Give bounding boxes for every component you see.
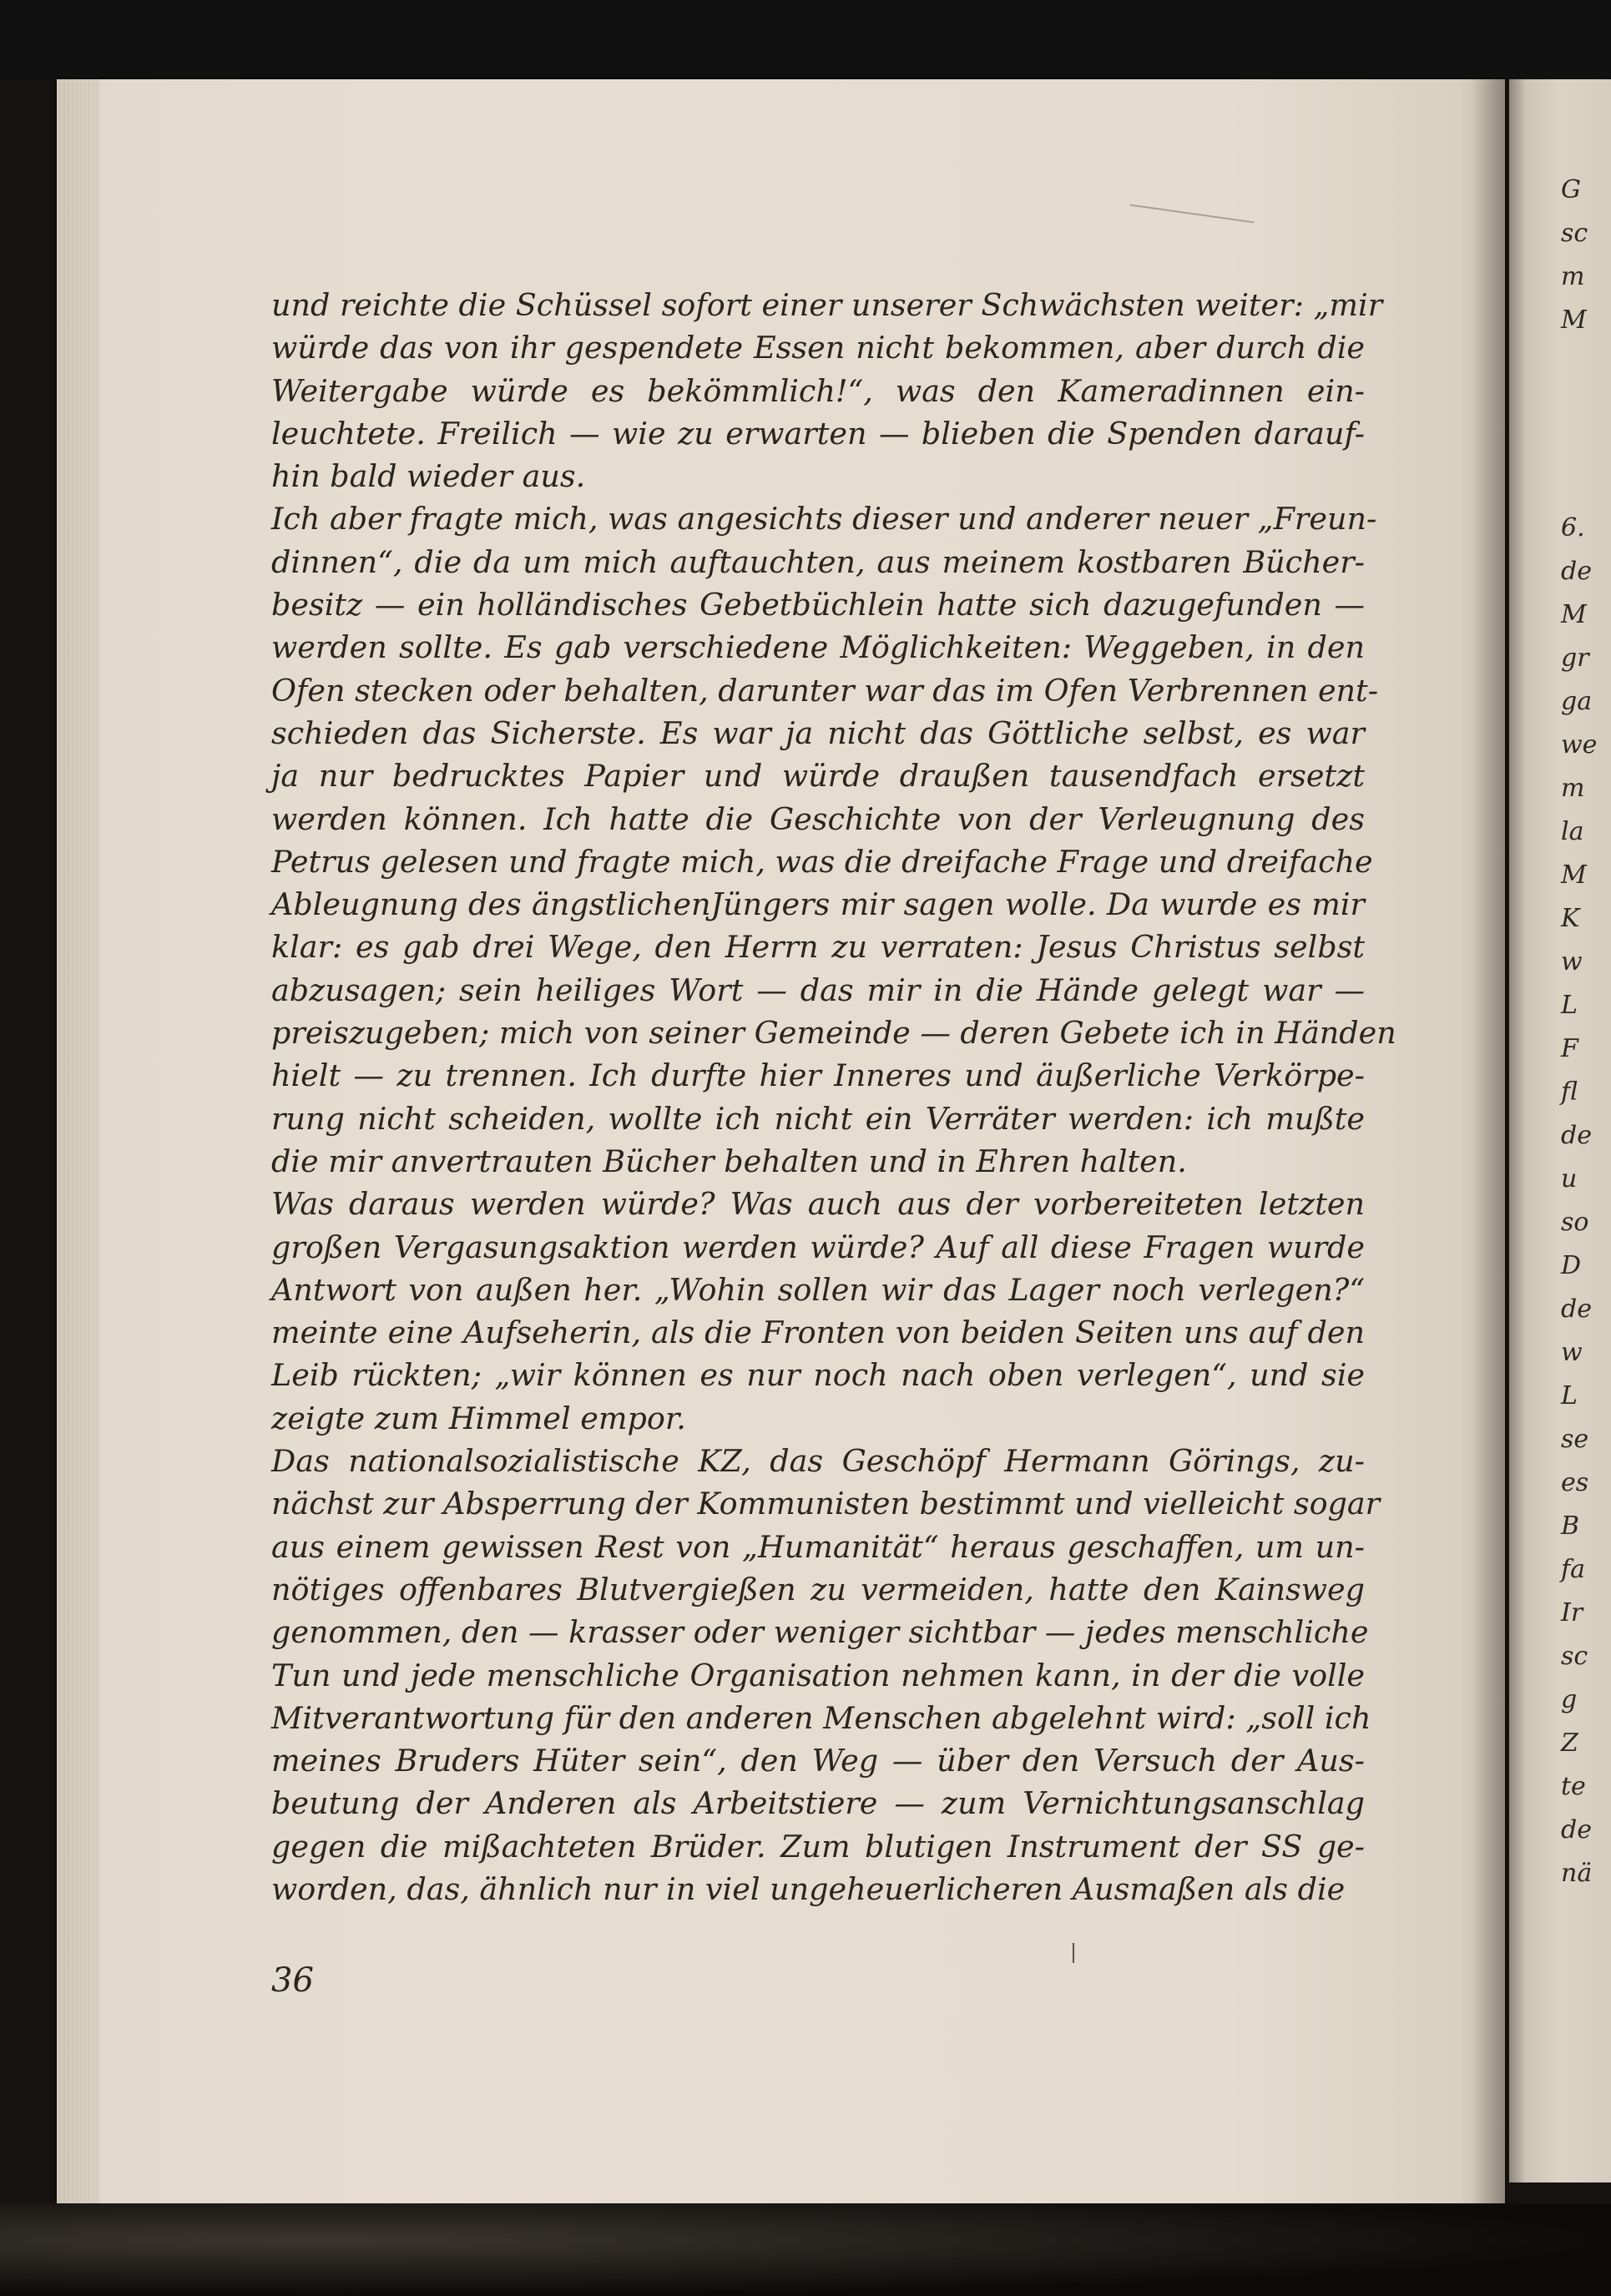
adjacent-page-fragment: 6. [1561,513,1585,542]
text-line: Tun und jede menschliche Organisation nehmen kann, in der die volle [271,1657,1365,1693]
paragraph [271,284,1383,497]
adjacent-page-fragment: de [1561,1294,1592,1324]
text-line: Weitergabe würde es bekömmlich!“, was den Kameradinnen ein- [271,372,1365,409]
text-line: beutung der Anderen als Arbeitstiere — zum Vernichtungsanschlag [271,1785,1365,1822]
text-line: abzusagen; sein heiliges Wort — das mir in die Hände gelegt war — [271,971,1365,1008]
text-line: zeigte zum Himmel empor. [271,1400,686,1436]
text-line: gegen die mißachteten Brüder. Zum blutigen Instrument der SS ge- [271,1828,1365,1865]
adjacent-page-fragment: de [1561,1815,1592,1844]
text-line: aus einem gewissen Rest von „Humanität“ heraus geschaffen, um un- [271,1528,1365,1565]
adjacent-page-fragment: g [1561,1685,1578,1714]
adjacent-page-fragment: we [1561,730,1598,759]
text-line: Das nationalsozialistische KZ, das Geschöpf Hermann Görings, zu- [271,1443,1365,1480]
page-gutter-shadow [1472,79,1505,2203]
adjacent-page-fragment: F [1561,1034,1578,1063]
adjacent-page-fragment: fl [1561,1077,1578,1107]
text-line: Leib rückten; „wir können es nur noch nach oben verlegen“, und sie [271,1357,1365,1394]
adjacent-page-fragment: te [1561,1772,1586,1801]
adjacent-page-fragment: nä [1561,1859,1593,1888]
text-line: nächst zur Absperrung der Kommunisten bestimmt und vielleicht sogar [271,1486,1381,1522]
paragraph [271,1440,1381,1910]
paragraph [271,1183,1365,1440]
text-line: schieden das Sicherste. Es war ja nicht das Göttliche selbst, es war [271,714,1365,751]
adjacent-page-fragment: Ir [1561,1598,1583,1627]
background-top [0,0,1611,79]
text-line: großen Vergasungsaktion werden würde? Auf all diese Fragen wurde [271,1229,1365,1265]
adjacent-page-fragment: D [1561,1251,1582,1280]
paragraph [271,497,1396,1183]
text-line: klar: es gab drei Wege, den Herrn zu verraten: Jesus Christus selbst [271,929,1365,966]
adjacent-page-fragment: gr [1561,643,1589,673]
text-line: rung nicht scheiden, wollte ich nicht ein Verräter werden: ich mußte [271,1100,1365,1137]
text-line: dinnen“, die da um mich auftauchten, aus meinem kostbaren Bücher- [271,543,1365,580]
page-edge-stack [57,79,98,2203]
text-line: Ofen stecken oder behalten, darunter war das im Ofen Verbrennen ent- [271,672,1379,709]
text-line: preiszugeben; mich von seiner Gemeinde — deren Gebete ich in Händen [271,1015,1396,1052]
text-line: ja nur bedrucktes Papier und würde draußen tausendfach ersetzt [271,758,1365,795]
adjacent-page-fragment: m [1561,774,1585,803]
text-line: nötiges offenbares Blutvergießen zu vermeiden, hatte den Kainsweg [271,1571,1365,1607]
text-line: hielt — zu trennen. Ich durfte hier Inneres und äußerliche Verkörpe- [271,1057,1365,1094]
text-line: Ableugnung des ängstlichenJüngers mir sagen wolle. Da wurde es mir [271,886,1365,923]
adjacent-page-fragment: M [1561,305,1587,335]
adjacent-page-fragment: sc [1561,219,1588,248]
text-line: besitz — ein holländisches Gebetbüchlein hatte sich dazugefunden — [271,587,1365,623]
text-line: hin bald wieder aus. [271,458,586,495]
text-line: werden sollte. Es gab verschiedene Möglichkeiten: Weggeben, in den [271,629,1365,666]
adjacent-page-fragment: L [1561,991,1578,1020]
adjacent-page-fragment: de [1561,557,1592,586]
text-line: Was daraus werden würde? Was auch aus der vorbereiteten letzten [271,1186,1365,1223]
text-line: worden, das, ähnlich nur in viel ungeheuerlicheren Ausmaßen als die [271,1870,1346,1907]
adjacent-page-fragment: L [1561,1381,1578,1410]
text-line: Petrus gelesen und fragte mich, was die dreifache Frage und dreifache [271,843,1373,880]
text-line: werden können. Ich hatte die Geschichte von der Verleugnung des [271,800,1365,837]
text-line: leuchtete. Freilich — wie zu erwarten — blieben die Spenden darauf- [271,415,1365,452]
adjacent-page-fragment: la [1561,817,1584,846]
text-line: Mitverantwortung für den anderen Menschen abgelehnt wird: „soll ich [271,1699,1371,1736]
adjacent-page-fragment: u [1561,1164,1578,1193]
background-fur [0,2203,1611,2296]
adjacent-page-fragment: fa [1561,1555,1585,1584]
text-line: und reichte die Schüssel sofort einer unserer Schwächsten weiter: „mir [271,287,1383,323]
adjacent-page-fragment: B [1561,1511,1580,1541]
text-line: würde das von ihr gespendete Essen nicht bekommen, aber durch die [271,330,1365,366]
text-line: die mir anvertrauten Bücher behalten und in Ehren halten. [271,1143,1187,1179]
adjacent-page [1509,79,1611,2182]
adjacent-page-fragment: m [1561,262,1585,291]
text-line: Ich aber fragte mich, was angesichts dieser und anderer neuer „Freun- [271,501,1377,537]
text-line: Antwort von außen her. „Wohin sollen wir das Lager noch verlegen?“ [271,1271,1365,1308]
adjacent-page-fragment: Z [1561,1728,1578,1758]
adjacent-page-fragment: M [1561,860,1587,890]
adjacent-page-fragment: se [1561,1425,1589,1454]
adjacent-page-fragment: M [1561,600,1587,629]
body-text [271,284,1396,1910]
adjacent-page-fragment: sc [1561,1642,1588,1671]
adjacent-page-fragment: so [1561,1208,1589,1237]
adjacent-page-fragment: K [1561,904,1580,933]
page-number: 36 [271,1961,314,2000]
adjacent-page-fragment: ga [1561,687,1593,716]
margin-mark [1073,1943,1074,1963]
adjacent-page-fragment: es [1561,1468,1589,1497]
text-line: genommen, den — krasser oder weniger sichtbar — jedes menschliche [271,1614,1369,1651]
adjacent-page-fragment: G [1561,175,1581,204]
text-line: meinte eine Aufseherin, als die Fronten von beiden Seiten uns auf den [271,1315,1365,1351]
pencil-mark [1130,204,1255,224]
adjacent-page-fragment: de [1561,1121,1592,1150]
adjacent-page-fragment: w [1561,1338,1583,1367]
text-line: meines Bruders Hüter sein“, den Weg — über den Versuch der Aus- [271,1743,1365,1779]
adjacent-page-fragment: w [1561,947,1583,976]
